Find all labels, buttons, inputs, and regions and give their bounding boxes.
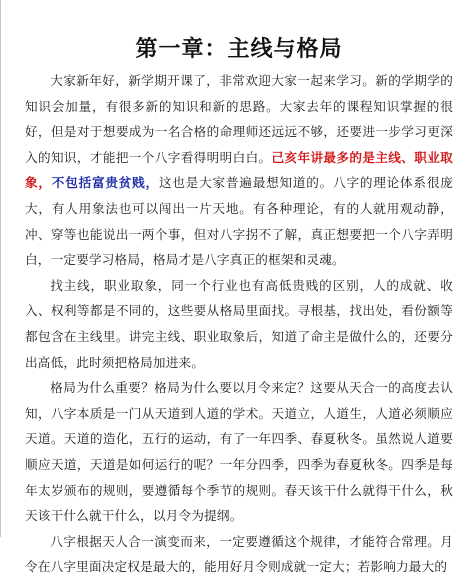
highlight-red-text: 己亥年讲最多的是主线、职业取象， xyxy=(25,149,453,191)
paragraph-intro xyxy=(25,68,453,273)
paragraph-tianren: 八字根据天人合一演变而来，一定要遵循这个规律，才能符合常理。月令在八字里面决定权是最大的，能用好月令则成就一定大；若影响力最大的 xyxy=(25,533,453,575)
paragraph-geju-importance: 格局为什么重要？格局为什么要以月令来定？这要从天合一的高度去认知，八字本质是一门从天道到人道的学术。天道立，人道生，人道必须顺应天道。天道的造化，五行的运动，有了一年四季、春夏秋冬。虽然说人道要顺应天道，天道是如何运行的呢？一年分四季，四季为春夏秋冬。四季是每年太岁颁布的规则，要遵循每个季节的规则。春天该干什么就得干什么，秋天该干什么就干什么，以月令为提纲。 xyxy=(25,380,453,524)
paragraph-intro-text: 大家新年好，新学期开课了，非常欢迎大家一起来学习。新的学期学的知识会加量，有很多新的知识和新的思路。大家去年的课程知识掌握的很好，但是对于想要成为一名合格的命理师还远远不够，还要进一步学习更深入的知识，才能把一个八字看得明明白白。 xyxy=(25,73,453,165)
paragraph-mainline: 找主线，职业取象，同一个行业也有高低贵贱的区别，人的成就、收入、权利等都是不同的，这些要从格局里面找。寻根基，找出处，看份额等都包含在主线里。讲完主线、职业取象后，知道了命主是做什么的，还要分出高低，此时须把格局加进来。 xyxy=(25,277,453,370)
page-edge xyxy=(0,0,1,537)
chapter-title: 第一章：主线与格局 xyxy=(135,36,343,62)
highlight-blue-text: 不包括富贵贫贱， xyxy=(51,175,159,191)
paragraph-intro-continued: 这也是大家普遍最想知道的。八字的理论体系很庞大，有人用象法也可以闯出一片天地。有各种理论，有的人就用观动静，冲、穿等也能说出一两个事，但对八字拐不了解，真正想要把一个八字弄明白，一定要学习格局，格局才是八字真正的框架和灵魂。 xyxy=(25,175,454,268)
